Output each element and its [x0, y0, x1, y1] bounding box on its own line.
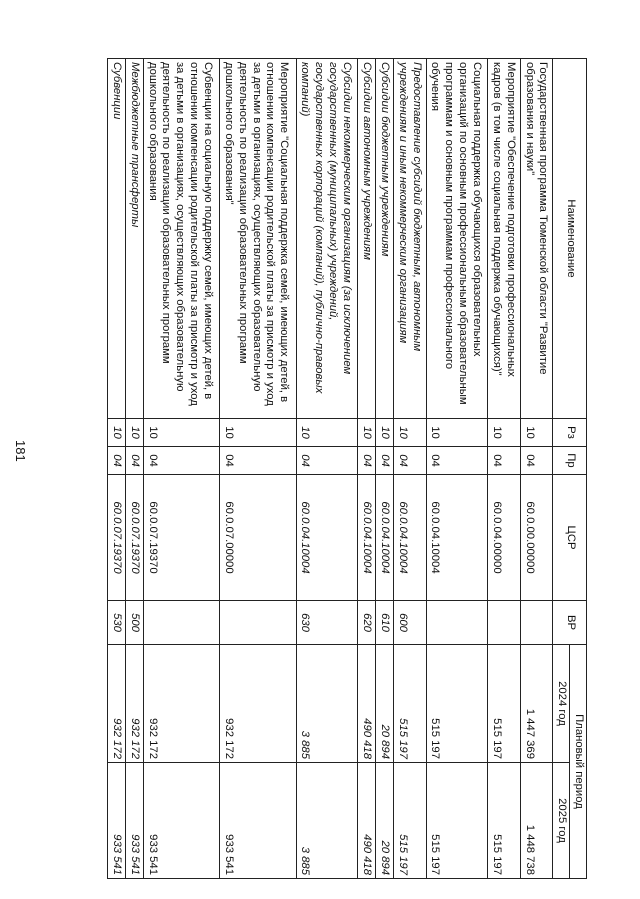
cell-csr: 60.0.00.00000: [520, 475, 553, 601]
cell-2025: 3 885: [296, 763, 358, 879]
cell-name: Социальная поддержка обучающихся образовательных организаций по основным профессиональным образовательным программам и основным программам профессионального обучения: [426, 59, 488, 419]
cell-2025: 515 197: [426, 763, 488, 879]
cell-2025: 515 197: [488, 763, 521, 879]
cell-rz: 10: [394, 419, 427, 447]
cell-2025: 515 197: [394, 763, 427, 879]
cell-csr: 60.0.07.19370: [125, 475, 143, 601]
cell-vr: 530: [108, 601, 126, 645]
cell-vr: [143, 601, 219, 645]
cell-2024: 490 418: [358, 645, 376, 763]
header-planning-period: Плановый период: [570, 645, 587, 879]
cell-csr: 60.0.04.10004: [426, 475, 488, 601]
cell-2025: 933 541: [220, 763, 296, 879]
cell-csr: 60.0.04.10004: [394, 475, 427, 601]
cell-2024: 3 885: [296, 645, 358, 763]
cell-2024: 932 172: [143, 645, 219, 763]
cell-pr: 04: [376, 447, 394, 475]
cell-vr: [426, 601, 488, 645]
cell-pr: 04: [220, 447, 296, 475]
cell-rz: 10: [296, 419, 358, 447]
page-number: 181: [13, 440, 28, 462]
cell-2025: 1 448 738: [520, 763, 553, 879]
cell-rz: 10: [488, 419, 521, 447]
cell-2024: 515 197: [394, 645, 427, 763]
cell-name: Государственная программа Тюменской области "Развитие образования и науки": [520, 59, 553, 419]
budget-table: [107, 58, 587, 879]
cell-name: Межбюджетные трансферты: [125, 59, 143, 419]
cell-vr: 630: [296, 601, 358, 645]
cell-name: Субвенции на социальную поддержку семей, имеющих детей, в отношении компенсации родительской платы за присмотр и уход за детьми в организациях, осуществляющих образовательную деятельность по реализации образовательных программ дошкольного образования: [143, 59, 219, 419]
cell-rz: 10: [125, 419, 143, 447]
table-row: [296, 59, 358, 879]
cell-pr: 04: [426, 447, 488, 475]
rotated-table-wrapper: [107, 58, 587, 878]
cell-2025: 20 894: [376, 763, 394, 879]
table-row: [376, 59, 394, 879]
cell-name: Мероприятие "Обеспечение подготовки профессиональных кадров (в том числе социальная поддержка обучающихся)": [488, 59, 521, 419]
cell-pr: 04: [296, 447, 358, 475]
cell-pr: 04: [488, 447, 521, 475]
cell-2025: 933 541: [108, 763, 126, 879]
table-row: [394, 59, 427, 879]
cell-vr: [520, 601, 553, 645]
table-row: [108, 59, 126, 879]
cell-vr: 600: [394, 601, 427, 645]
cell-name: Субвенции: [108, 59, 126, 419]
cell-2024: 932 172: [108, 645, 126, 763]
cell-vr: [488, 601, 521, 645]
table-header: [553, 59, 587, 879]
cell-rz: 10: [376, 419, 394, 447]
cell-pr: 04: [108, 447, 126, 475]
cell-2024: 515 197: [488, 645, 521, 763]
cell-rz: 10: [220, 419, 296, 447]
header-csr: ЦСР: [553, 475, 587, 601]
cell-vr: [220, 601, 296, 645]
cell-2025: 933 541: [143, 763, 219, 879]
table-row: [220, 59, 296, 879]
cell-rz: 10: [520, 419, 553, 447]
table-row: [125, 59, 143, 879]
cell-2024: 1 447 369: [520, 645, 553, 763]
header-name: Наименование: [553, 59, 587, 419]
cell-csr: 60.0.04.10004: [358, 475, 376, 601]
cell-2025: 490 418: [358, 763, 376, 879]
table-row: [143, 59, 219, 879]
header-pr: Пр: [553, 447, 587, 475]
cell-2024: 515 197: [426, 645, 488, 763]
cell-name: Субсидии автономным учреждениям: [358, 59, 376, 419]
cell-name: Субсидии некоммерческим организациям (за исключением государственных (муниципальных) учреждений, государственных корпораций (компаний), публично-правовых компаний): [296, 59, 358, 419]
cell-name: Предоставление субсидий бюджетным, автономным учреждениям и иным некоммерческим организациям: [394, 59, 427, 419]
table-body: [108, 59, 553, 879]
cell-csr: 60.0.07.19370: [143, 475, 219, 601]
table-row: [358, 59, 376, 879]
cell-vr: 610: [376, 601, 394, 645]
cell-2024: 932 172: [220, 645, 296, 763]
cell-pr: 04: [358, 447, 376, 475]
cell-name: Мероприятие "Социальная поддержка семей, имеющих детей, в отношении компенсации родительской платы за присмотр и уход за детьми в организациях, осуществляющих образовательную деятельность по реализации образовательных программ дошкольного образования": [220, 59, 296, 419]
cell-pr: 04: [394, 447, 427, 475]
cell-pr: 04: [125, 447, 143, 475]
header-year-2025: 2025 год: [553, 763, 570, 879]
table-row: [520, 59, 553, 879]
table-row: [426, 59, 488, 879]
cell-rz: 10: [358, 419, 376, 447]
cell-2025: 933 541: [125, 763, 143, 879]
cell-name: Субсидии бюджетным учреждениям: [376, 59, 394, 419]
cell-vr: 500: [125, 601, 143, 645]
cell-2024: 932 172: [125, 645, 143, 763]
cell-pr: 04: [520, 447, 553, 475]
cell-rz: 10: [426, 419, 488, 447]
cell-csr: 60.0.07.00000: [220, 475, 296, 601]
table-row: [488, 59, 521, 879]
cell-csr: 60.0.04.10004: [376, 475, 394, 601]
header-year-2024: 2024 год: [553, 645, 570, 763]
header-vr: ВР: [553, 601, 587, 645]
header-rz: Рз: [553, 419, 587, 447]
cell-2024: 20 894: [376, 645, 394, 763]
cell-csr: 60.0.04.10004: [296, 475, 358, 601]
cell-csr: 60.0.07.19370: [108, 475, 126, 601]
cell-rz: 10: [108, 419, 126, 447]
cell-rz: 10: [143, 419, 219, 447]
cell-vr: 620: [358, 601, 376, 645]
cell-pr: 04: [143, 447, 219, 475]
cell-csr: 60.0.04.00000: [488, 475, 521, 601]
